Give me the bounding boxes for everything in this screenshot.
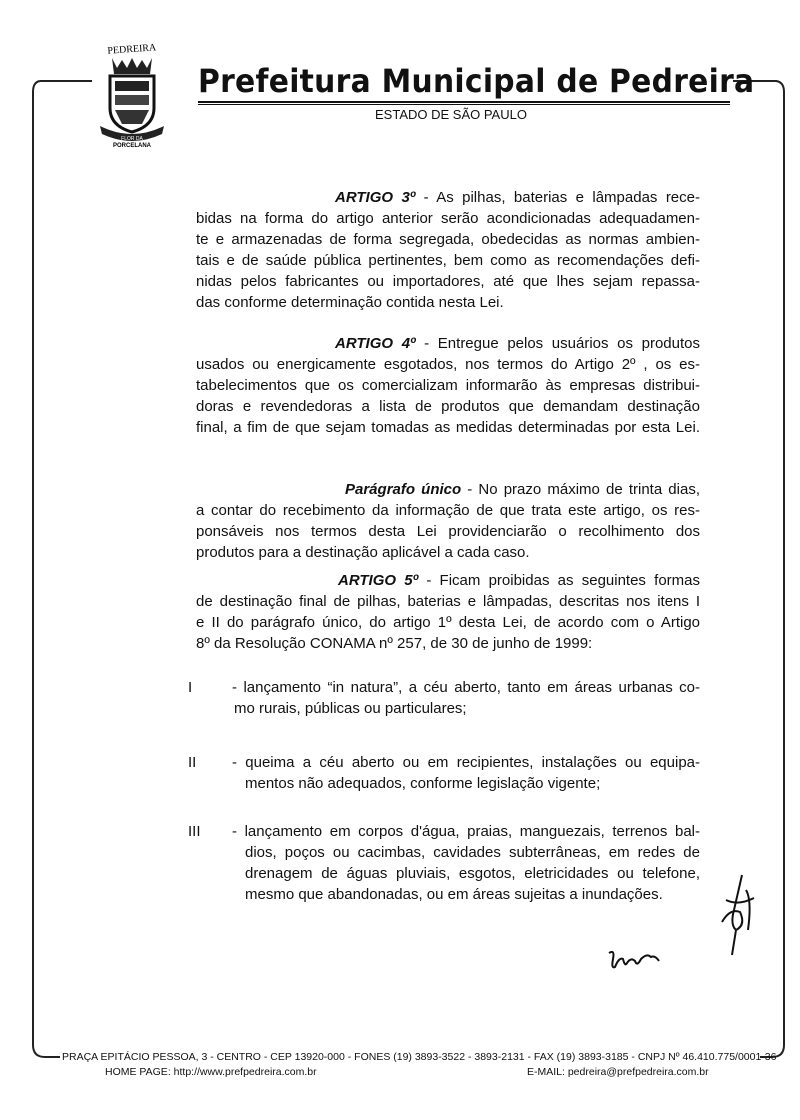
art4-line: usados ou energicamente esgotados, nos termos do Artigo 2º , os es- [196,356,700,373]
item-line: drenagem de águas pluviais, esgotos, eletricidades ou telefone, [245,865,700,882]
footer-homepage: HOME PAGE: http://www.prefpedreira.com.br [105,1066,317,1078]
art4-line: tabelecimentos que os comercializam informarão às empresas distribui- [196,377,700,394]
art3-line: tais e de saúde pública pertinentes, bem como as recomendações defi- [196,252,700,269]
page-title: Prefeitura Municipal de Pedreira [198,62,755,100]
item-number: III [188,823,201,840]
item-line: mesmo que abandonadas, ou em áreas sujeitas a inundações. [245,886,663,903]
art4-line: final, a fim de que sejam tomadas as medidas determinadas por esta Lei. [196,419,700,436]
title-underline-thin [198,104,730,105]
art4-label: ARTIGO 4º [335,335,416,352]
paragrafo-line: a contar do recebimento da informação de que trata este artigo, os res- [196,502,700,519]
item-line: dios, poços ou cacimbas, cavidades subterrâneas, em redes de [245,844,700,861]
paragrafo-line: ponsáveis nos termos desta Lei providenciarão o recolhimento dos [196,523,700,540]
art5-line: 8º da Resolução CONAMA nº 257, de 30 de junho de 1999: [196,635,593,652]
art3-line: bidas na forma do artigo anterior serão acondicionadas adequadamen- [196,210,700,227]
page-subtitle: ESTADO DE SÃO PAULO [375,107,527,122]
art3-line [335,189,700,207]
art3-line: nidas pelos fabricantes ou importadores, até que lhes sejam repassa- [196,273,700,290]
item-line: - lançamento em corpos d'água, praias, manguezais, terrenos bal- [232,823,700,840]
initials-signature [605,945,665,975]
item-line: - queima a céu aberto ou em recipientes, instalações ou equipa- [232,754,700,771]
art4-line: doras e revendedoras a lista de produtos que demandam destinação [196,398,700,415]
footer-address: PRAÇA EPITÁCIO PESSOA, 3 - CENTRO - CEP 13920-000 - FONES (19) 3893-3522 - 3893-2131 - FAX (19) 3893-3185 - CNPJ Nº 46.410.775/0001-36 [62,1051,777,1063]
art3-line: te e armazenadas de forma segregada, obedecidas as normas ambien- [196,231,700,248]
footer-email: E-MAIL: pedreira@prefpedreira.com.br [527,1066,709,1078]
art4-line [335,335,700,353]
svg-text:FLOR DA: FLOR DA [121,136,143,142]
logo-text: PEDREIRA [107,42,157,57]
svg-text:PORCELANA: PORCELANA [112,143,152,148]
item-number: II [188,754,197,771]
rubric-signature [712,870,762,960]
item-line: - lançamento “in natura”, a céu aberto, tanto em áreas urbanas co- [232,679,700,696]
art5-label: ARTIGO 5º [338,572,419,589]
art5-line [338,572,700,590]
art5-text: - Ficam proibidas as seguintes formas [418,572,700,589]
art3-text: - As pilhas, baterias e lâmpadas rece- [415,189,700,206]
item-line: mentos não adequados, conforme legislação vigente; [245,775,601,792]
art5-line: de destinação final de pilhas, baterias e lâmpadas, descritas nos itens I [196,593,700,610]
item-number: I [188,679,193,696]
art5-line: e II do parágrafo único, do artigo 1º desta Lei, de acordo com o Artigo [196,614,700,631]
paragrafo-text: - No prazo máximo de trinta dias, [461,481,700,498]
item-line: mo rurais, públicas ou particulares; [234,700,467,717]
paragrafo-line: produtos para a destinação aplicável a cada caso. [196,544,530,561]
art3-line: das conforme determinação contida nesta Lei. [196,294,504,311]
paragrafo-line [345,481,700,499]
coat-of-arms-logo [92,38,172,148]
title-underline [198,101,730,103]
art4-text: - Entregue pelos usuários os produtos [415,335,700,352]
art3-label: ARTIGO 3º [335,189,416,206]
paragrafo-label: Parágrafo único [345,481,462,498]
